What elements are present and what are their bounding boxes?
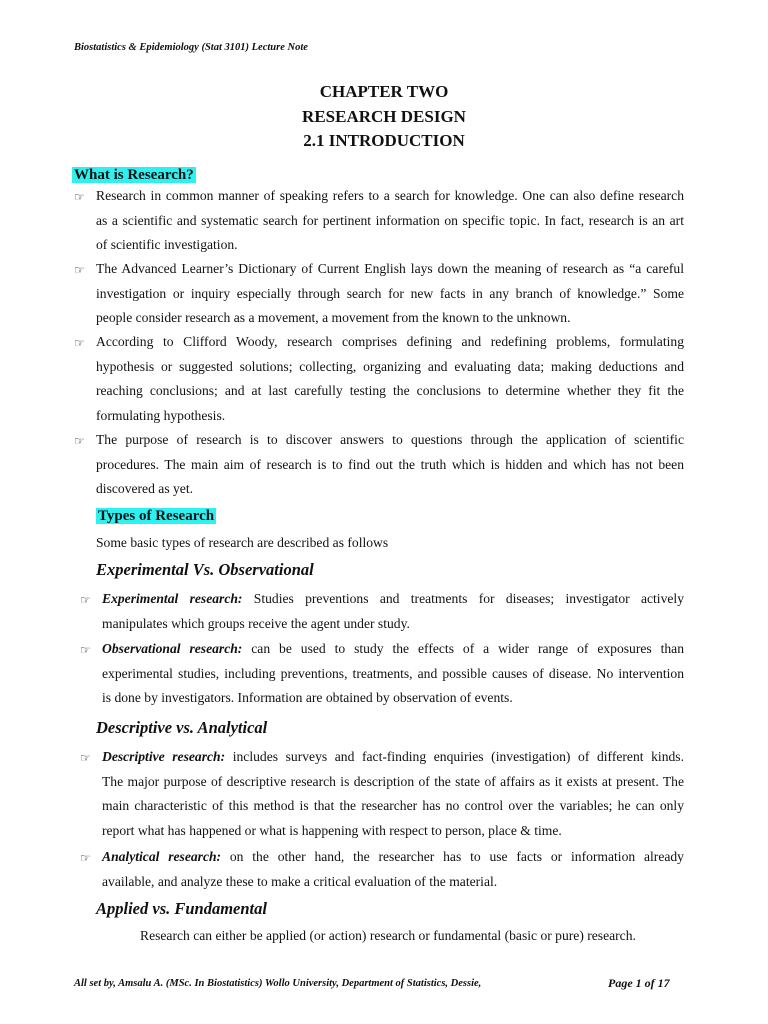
subsection-title: 2.1 INTRODUCTION xyxy=(303,131,465,150)
applied-fundamental-text: Research can either be applied (or action) research or fundamental (basic or pure) research. xyxy=(140,928,636,943)
text-line: of scientific investigation. xyxy=(96,237,238,252)
text-line: people consider research as a movement, a movement from the known to the unknown. xyxy=(96,310,571,325)
pointing-hand-icon: ☞ xyxy=(80,851,91,865)
text-line: experimental studies, including preventions, treatments, and possible causes of disease. No intervention xyxy=(102,665,684,681)
page-number: Page 1 of 17 xyxy=(608,976,670,990)
research-paragraph-1 xyxy=(96,184,684,258)
text-line: main characteristic of this method is that the researcher has no control over the variables; he can only xyxy=(102,798,684,813)
heading-text: Types of Research xyxy=(98,508,215,524)
text-line: available, and analyze these to make a critical evaluation of the material. xyxy=(102,873,498,889)
research-paragraph-3 xyxy=(96,330,684,428)
term: Observational research: xyxy=(102,641,243,656)
running-footer: All set by, Amsalu A. (MSc. In Biostatistics) Wollo University, Department of Statistics, Dessie, xyxy=(74,978,482,989)
heading-what-is-research xyxy=(72,166,196,184)
text-line: The purpose of research is to discover answers to questions through the application of scientific xyxy=(96,432,684,447)
text-line: is done by investigators. Information are obtained by observation of events. xyxy=(102,690,513,705)
text-line: reaching conclusions; and at last carefully testing the conclusions to determine whether they fit the xyxy=(96,383,684,398)
text-line: manipulates which groups receive the agent under study. xyxy=(102,615,410,631)
pointing-hand-icon: ☞ xyxy=(74,190,85,204)
observational-research-item xyxy=(102,637,684,711)
text-line: The Advanced Learner’s Dictionary of Current English lays down the meaning of research as “a careful xyxy=(96,261,684,276)
text-line: discovered as yet. xyxy=(96,481,194,496)
text-line: as a scientific and systematic search for pertinent information on specific topic. In fact, research is an art xyxy=(96,212,684,228)
text: Studies preventions and treatments for diseases; investigator actively xyxy=(242,591,684,606)
pointing-hand-icon: ☞ xyxy=(74,434,85,448)
pointing-hand-icon: ☞ xyxy=(74,336,85,350)
heading-text: What is Research? xyxy=(74,167,194,183)
running-header: Biostatistics & Epidemiology (Stat 3101) Lecture Note xyxy=(74,42,308,53)
pointing-hand-icon: ☞ xyxy=(80,593,91,607)
pointing-hand-icon: ☞ xyxy=(80,643,91,657)
pointing-hand-icon: ☞ xyxy=(74,263,85,277)
research-paragraph-4 xyxy=(96,428,684,502)
text-line: formulating hypothesis. xyxy=(96,407,226,423)
text-line: According to Clifford Woody, research comprises defining and redefining problems, formulating xyxy=(96,334,684,349)
text: on the other hand, the researcher has to use facts or information already xyxy=(221,849,684,864)
text: includes surveys and fact-finding enquiries (investigation) of different kinds. xyxy=(225,749,684,764)
term: Analytical research: xyxy=(102,849,222,864)
section-title: RESEARCH DESIGN xyxy=(302,106,466,126)
text-line: hypothesis or suggested solutions; collecting, organizing and evaluating data; making deductions and xyxy=(96,358,684,374)
text-line: The major purpose of descriptive research is description of the state of affairs as it exists at present. The xyxy=(102,773,684,789)
subheading-experimental-observational: Experimental Vs. Observational xyxy=(96,560,314,579)
text-line: Research in common manner of speaking refers to a search for knowledge. One can also define research xyxy=(96,188,684,203)
heading-types-of-research xyxy=(96,507,216,525)
subheading-applied-fundamental: Applied vs. Fundamental xyxy=(96,899,267,918)
term: Descriptive research: xyxy=(102,749,226,764)
subheading-descriptive-analytical: Descriptive vs. Analytical xyxy=(96,718,268,737)
analytical-research-item xyxy=(102,845,684,894)
term: Experimental research: xyxy=(102,591,243,606)
text-line: report what has happened or what is happening with respect to person, place & time. xyxy=(102,822,562,838)
chapter-title: CHAPTER TWO xyxy=(319,82,449,101)
text: can be used to study the effects of a wider range of exposures than xyxy=(242,641,685,656)
text-line: investigation or inquiry especially through search for new facts in any branch of knowledge.” Some xyxy=(96,285,684,301)
experimental-research-item xyxy=(102,587,684,636)
pointing-hand-icon: ☞ xyxy=(80,751,91,765)
types-intro: Some basic types of research are described as follows xyxy=(96,535,389,550)
descriptive-research-item xyxy=(102,745,684,843)
chapter-titles xyxy=(0,80,768,154)
text-line: procedures. The main aim of research is to find out the truth which is hidden and which has not been xyxy=(96,456,684,472)
research-paragraph-2 xyxy=(96,257,684,331)
